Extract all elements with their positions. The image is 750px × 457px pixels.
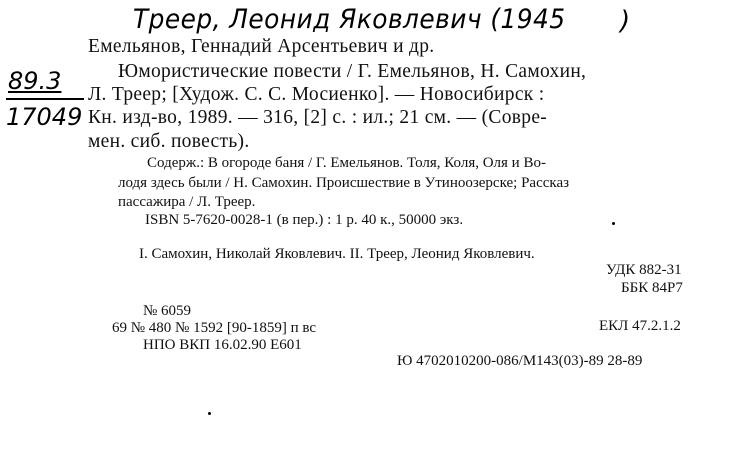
- handwritten-heading: Треер, Леонид Яковлевич (1945: [133, 4, 566, 35]
- description-line-2: Л. Треер; [Худож. С. С. Мосиенко]. — Новосибирск :: [88, 84, 545, 105]
- description-line-1: Юмористические повести / Г. Емельянов, Н. Самохин,: [118, 61, 587, 82]
- speck: [612, 222, 615, 225]
- ekl-code: ЕКЛ 47.2.1.2: [599, 318, 681, 334]
- speck: [208, 412, 211, 415]
- contents-line-2: лодя здесь были / Н. Самохин. Происшествие в Утиноозерске; Рассказ: [118, 175, 570, 191]
- npo-line: НПО ВКП 16.02.90 Е601: [143, 337, 302, 353]
- description-line-4: мен. сиб. повесть).: [88, 131, 250, 152]
- call-number-rule: [6, 98, 84, 100]
- code-line: Ю 4702010200-086/М143(03)-89 28-89: [397, 353, 643, 369]
- description-line-3: Кн. изд-во, 1989. — 316, [2] с. : ил.; 21 см. — (Совре-: [88, 107, 548, 128]
- author-heading: Емельянов, Геннадий Арсентьевич и др.: [88, 36, 435, 57]
- isbn-line: ISBN 5-7620-0028-1 (в пер.) : 1 р. 40 к., 50000 экз.: [145, 212, 464, 228]
- handwritten-close-paren: ): [620, 6, 631, 36]
- call-number-top: 89.3: [8, 67, 62, 95]
- udc-code: УДК 882-31: [606, 262, 682, 278]
- bbk-code: ББК 84Р7: [621, 280, 683, 296]
- record-number: № 6059: [143, 303, 192, 319]
- contents-line-1: Содерж.: В огороде баня / Г. Емельянов. Толя, Коля, Оля и Во-: [147, 155, 546, 171]
- call-number-bottom: 17049: [6, 103, 83, 131]
- contents-line-3: пассажира / Л. Треер.: [118, 194, 256, 210]
- added-entries: I. Самохин, Николай Яковлевич. II. Треер, Леонид Яковлевич.: [139, 246, 535, 262]
- record-line: 69 № 480 № 1592 [90-1859] п вс: [112, 320, 317, 336]
